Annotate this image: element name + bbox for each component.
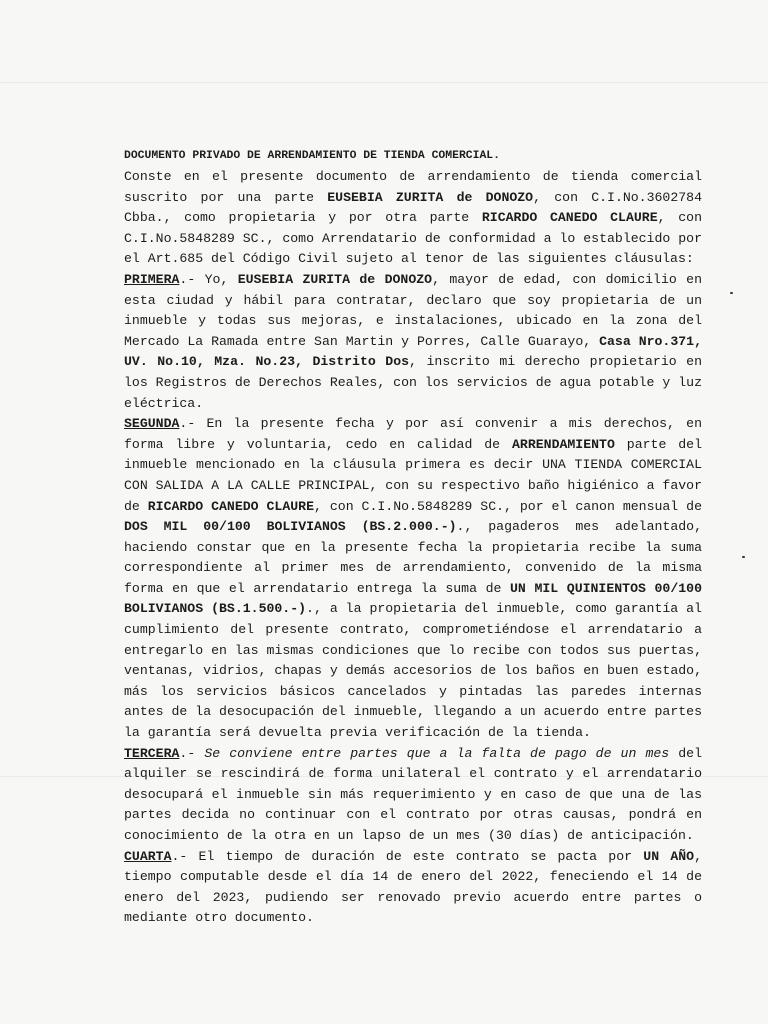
clause-heading: SEGUNDA xyxy=(124,416,180,432)
text-run: Conste en el presente documento de arrendamiento de tienda comercial suscrito por una parte xyxy=(124,169,702,205)
text-run: .- En la presente fecha y por así convenir a mis derechos, en forma libre y voluntaria, cedo en calidad de xyxy=(124,416,702,452)
text-run: .- Yo, xyxy=(179,271,238,287)
clause-primera xyxy=(124,270,702,414)
clause-heading: TERCERA xyxy=(124,745,180,761)
text-run: , inscrito mi derecho propietario en los Registros de Derechos Reales, con los servicios de agua potable y luz eléctrica. xyxy=(124,354,702,411)
bold-text: EUSEBIA ZURITA de DONOZO xyxy=(237,271,433,287)
text-run: .- El tiempo de duración de este contrato se pacta por xyxy=(171,848,644,864)
clause-heading: CUARTA xyxy=(124,848,172,864)
text-run: ., pagaderos mes adelantado, haciendo constar que en la presente fecha la propietaria recibe la suma correspondiente al primer mes de arrendamiento, convenido de la misma forma en que el arrendatario entrega la suma de xyxy=(124,519,702,596)
text-run: , mayor de edad, con domicilio en esta ciudad y hábil para contratar, declaro que soy propietaria de un inmueble y todas sus mejoras, e instalaciones, ubicado en la zona del Mercado La Ramada entre San Martin y Porres, Calle Guarayo, xyxy=(124,271,702,349)
text-run: ., a la propietaria del inmueble, como garantía al cumplimiento del presente contrato, comprometiéndose el arrendatario a entregarlo en las mismas condiciones que lo recibe con todos sus puertas, ventanas, vidrios, chapas y demás accesorios de los baños en buen estado, más los servicios básicos cancelados y pintadas las paredes internas antes de la desocupación del inmueble, llegando a un acuerdo entre partes la garantía será devuelta previa verificación de la tienda. xyxy=(124,601,702,741)
text-run: .- xyxy=(179,745,205,761)
scan-artifact xyxy=(0,82,768,83)
bold-text: RICARDO CANEDO CLAURE xyxy=(481,210,658,226)
bold-text: Casa Nro.371, UV. No.10, Mza. No.23, Distrito Dos xyxy=(124,333,702,370)
document-body xyxy=(124,167,702,929)
scan-speck xyxy=(730,292,733,294)
bold-text: RICARDO CANEDO CLAURE xyxy=(147,498,315,514)
scan-speck xyxy=(742,556,745,558)
italic-text: Se conviene entre partes que a la falta de pago de un mes xyxy=(204,745,670,761)
text-run: , con C.I.No.5848289 SC., por el canon mensual de xyxy=(314,498,702,514)
clause-tercera xyxy=(124,744,702,847)
clause-cuarta xyxy=(124,847,702,929)
bold-text: UN MIL QUINIENTOS 00/100 BOLIVIANOS (BS.1.500.-) xyxy=(124,580,702,617)
text-run: parte del inmueble mencionado en la cláusula primera es decir UNA TIENDA COMERCIAL CON SALIDA A LA CALLE PRINCIPAL, con su respectivo baño higiénico a favor de xyxy=(124,436,702,514)
bold-text: ARRENDAMIENTO xyxy=(512,436,615,452)
bold-text: EUSEBIA ZURITA de DONOZO xyxy=(327,189,534,205)
text-run: , con C.I.No.3602784 Cbba., como propietaria y por otra parte xyxy=(124,189,702,226)
intro-paragraph xyxy=(124,167,702,270)
text-run: , tiempo computable desde el día 14 de enero del 2022, feneciendo el 14 de enero del 2023, pudiendo ser renovado previo acuerdo entre partes o mediante otro documento. xyxy=(124,848,703,926)
document-title: DOCUMENTO PRIVADO DE ARRENDAMIENTO DE TIENDA COMERCIAL. xyxy=(124,150,500,162)
bold-text: UN AÑO xyxy=(643,848,695,864)
text-run: , con C.I.No.5848289 SC., como Arrendatario de conformidad a lo establecido por el Art.685 del Código Civil sujeto al tenor de las siguientes cláusulas: xyxy=(124,210,702,267)
clause-segunda xyxy=(124,414,702,744)
clause-heading: PRIMERA xyxy=(124,271,180,287)
bold-text: DOS MIL 00/100 BOLIVIANOS (BS.2.000.-) xyxy=(124,519,457,535)
text-run: del alquiler se rescindirá de forma unilateral el contrato y el arrendatario desocupará el inmueble sin más requerimiento y en caso de que una de las partes decida no continuar con el contrato por otras causas, pondrá en conocimiento de la otra en un lapso de un mes (30 días) de anticipación. xyxy=(124,745,703,843)
